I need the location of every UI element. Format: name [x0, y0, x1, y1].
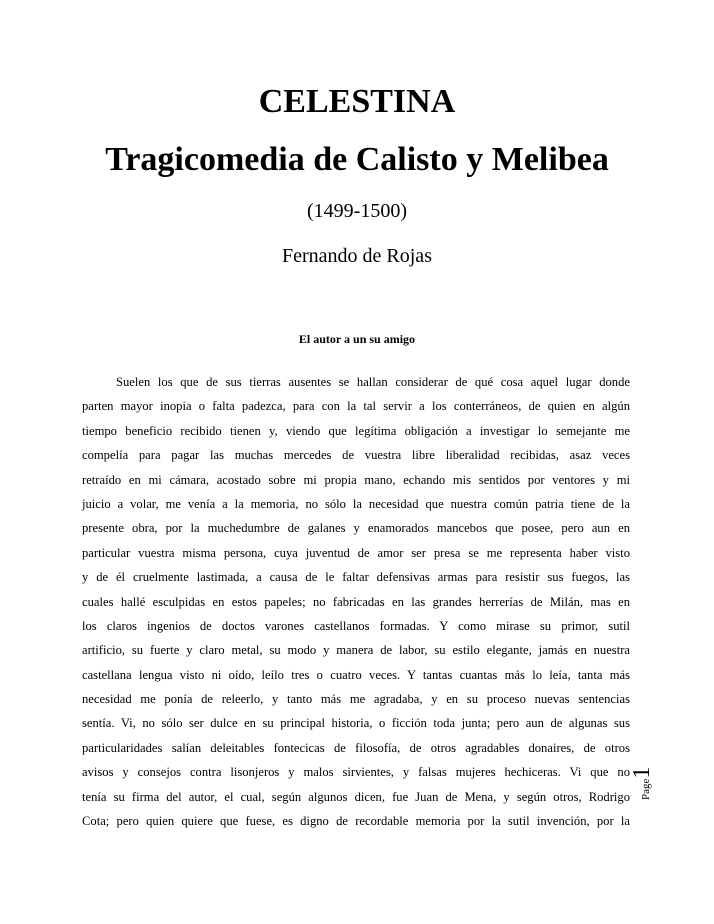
document-title: CELESTINA	[258, 83, 456, 120]
page-digit: 1	[629, 766, 655, 779]
body-line: tenía su firma del autor, el cual, según algunos dicen, fue Juan de Mena, y según otros, Rodrigo	[82, 789, 630, 804]
author-name: Fernando de Rojas	[282, 245, 432, 267]
body-line: castellana lengua visto ni oído, leílo tres o cuatro veces. Y tantas cuantas más lo leía, tanta más	[82, 667, 630, 682]
body-line: cuales hallé esculpidas en estos papeles; no fabricadas en las grandes herrerías de Milán, mas en	[82, 594, 630, 609]
body-line: tiempo beneficio recibido tienen y, viendo que legítima obligación a investigar lo semejante me	[82, 423, 630, 438]
document-subtitle: Tragicomedia de Calisto y Melibea	[105, 141, 609, 178]
body-line: parten mayor inopia o falta padezca, para con la tal servir a los conterráneos, de quien en algún	[82, 399, 630, 414]
body-line: compelía para pagar las muchas mercedes de vuestra libre liberalidad recibidas, asaz veces	[82, 448, 630, 463]
body-line: particularidades salían deleitables fontecicas de filosofía, de otros agradables donaires, de otros	[82, 740, 630, 755]
body-line: y de él cruelmente lastimada, a causa de le faltar defensivas armas para resistir sus fuegos, las	[82, 570, 630, 585]
body-line: necesidad me ponía de releerlo, y tanto más me agradaba, y en su proceso nuevas sentencias	[82, 692, 630, 707]
body-line: particular vuestra misma persona, cuya juventud de amor ser presa se me representa haber visto	[82, 545, 630, 560]
body-line: Cota; pero quien quiere que fuese, es digno de recordable memoria por la sutil invención, por la	[82, 814, 630, 829]
body-line: avisos y consejos contra lisonjeros y malos sirvientes, y falsas mujeres hechiceras. Vi que no	[82, 765, 630, 780]
body-line: los claros ingenios de doctos varones castellanos formadas. Y como mirase su primor, sutil	[82, 618, 630, 633]
section-heading: El autor a un su amigo	[298, 332, 416, 346]
body-line: artificio, su fuerte y claro metal, su modo y manera de labor, su estilo elegante, jamás en nuestra	[82, 643, 630, 658]
publication-date: (1499-1500)	[307, 200, 407, 222]
page-label: Page	[640, 778, 652, 800]
body-line: juicio a volar, me venía a la memoria, no sólo la necesidad que nuestra común patria tiene de la	[82, 496, 630, 511]
body-line: presente obra, por la muchedumbre de galanes y enamorados mancebos que posee, pero aun en	[82, 521, 630, 536]
body-line: Suelen los que de sus tierras ausentes se hallan considerar de qué cosa aquel lugar donde	[116, 375, 630, 389]
body-paragraph	[82, 374, 630, 837]
body-line: sentía. Vi, no sólo ser dulce en su principal historia, o ficción toda junta; pero aun de algunas sus	[82, 716, 630, 731]
body-line: retraído en mi cámara, acostado sobre mi propia mano, echando mis sentidos por ventores y mi	[82, 472, 630, 487]
page-number	[629, 740, 655, 800]
